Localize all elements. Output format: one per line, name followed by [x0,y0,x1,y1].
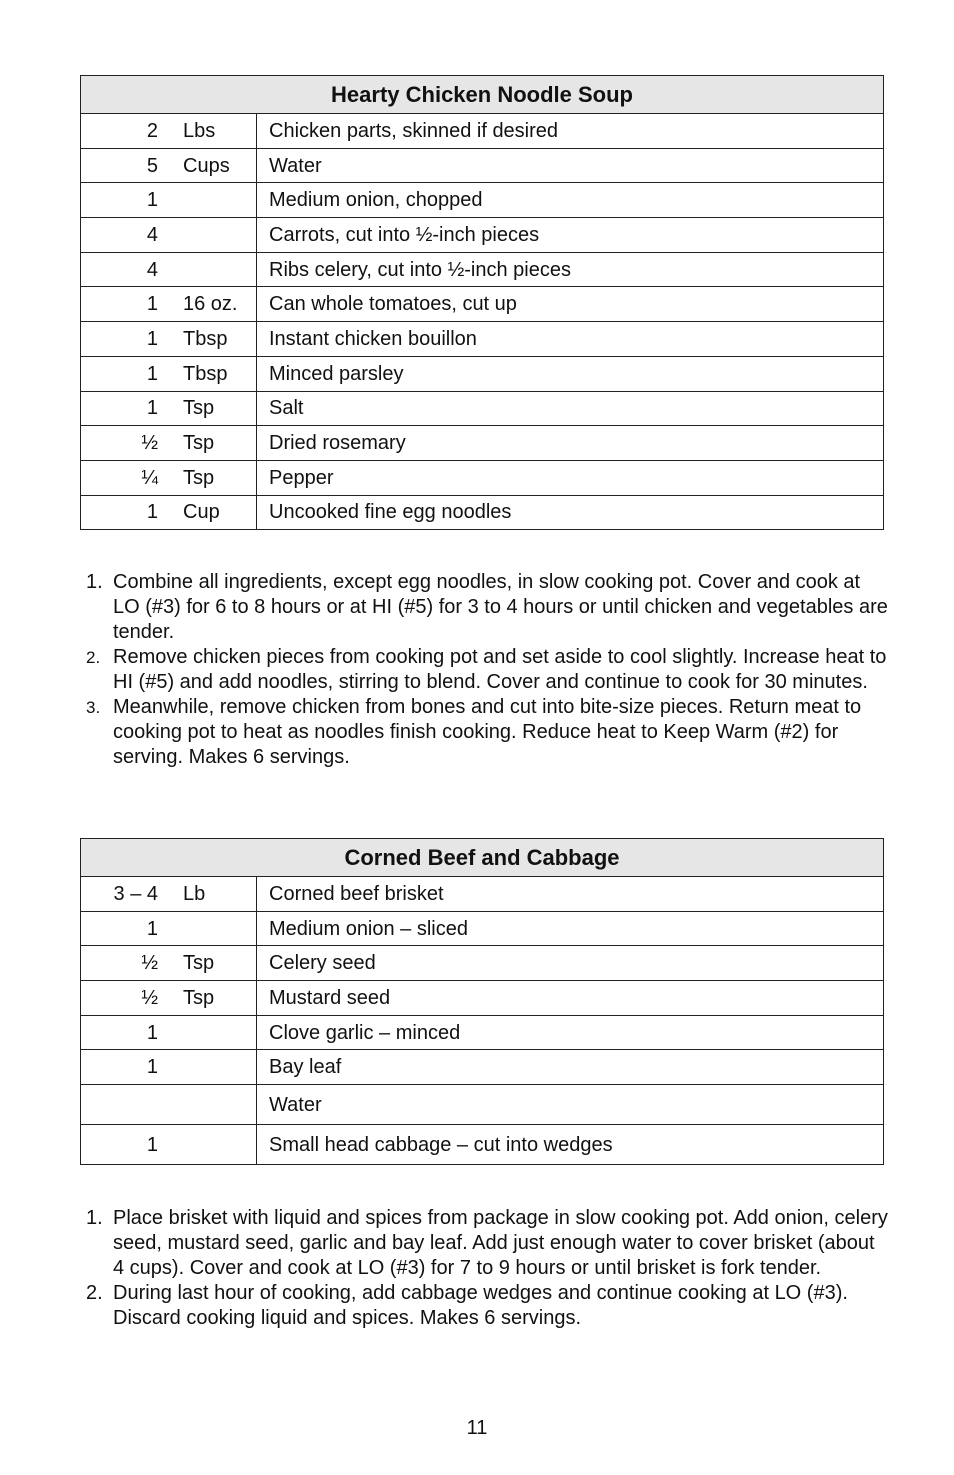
ingredient-item: Instant chicken bouillon [257,322,884,357]
recipe-title: Hearty Chicken Noodle Soup [81,76,884,114]
ingredient-amount: 1 [146,1133,158,1156]
ingredient-row [81,322,884,357]
ingredient-unit: Cups [183,154,230,177]
step-text: Meanwhile, remove chicken from bones and cut into bite-size pieces. Return meat to cooking pot to heat as noodles finish cooking. Reduce heat to Keep Warm (#2) for serving. Makes 6 servings. [113,696,862,768]
ingredient-item: Corned beef brisket [257,877,884,912]
step-text: During last hour of cooking, add cabbage wedges and continue cooking at LO (#3). Discard cooking liquid and spices. Makes 6 servings. [113,1282,848,1329]
ingredient-unit: Tsp [183,432,215,455]
ingredient-row [81,1125,884,1165]
ingredient-row [81,1015,884,1050]
ingredient-unit: Tsp [183,986,215,1009]
ingredient-amount: ½ [141,952,158,975]
ingredient-item: Bay leaf [257,1050,884,1085]
ingredient-unit: Tbsp [183,327,228,350]
page-number: 11 [466,1417,488,1439]
ingredient-row [81,287,884,322]
ingredient-item: Clove garlic – minced [257,1015,884,1050]
ingredient-row [81,1085,884,1125]
ingredient-item: Pepper [257,460,884,495]
ingredient-row [81,426,884,461]
step-number: 1. [86,571,103,593]
step-item [80,645,890,695]
ingredient-row [81,911,884,946]
ingredient-amount: 1 [146,397,158,420]
ingredient-unit: Cup [183,501,220,524]
ingredient-unit: Tsp [183,397,215,420]
ingredient-unit: 16 oz. [183,293,238,316]
ingredient-row [81,1050,884,1085]
ingredient-item: Can whole tomatoes, cut up [257,287,884,322]
ingredient-row [81,946,884,981]
ingredient-item: Minced parsley [257,356,884,391]
step-item [80,1281,890,1331]
ingredient-row [81,391,884,426]
step-number: 2. [86,1282,103,1304]
ingredient-amount: ¼ [141,466,158,489]
ingredient-amount: 1 [146,293,158,316]
ingredient-row [81,495,884,530]
ingredient-item: Dried rosemary [257,426,884,461]
ingredient-amount: ½ [141,432,158,455]
ingredient-item: Medium onion, chopped [257,183,884,218]
ingredient-item: Salt [257,391,884,426]
ingredient-amount: 5 [146,154,158,177]
ingredient-amount: 1 [146,917,158,940]
step-number: 3. [86,698,101,717]
ingredient-item: Medium onion – sliced [257,911,884,946]
ingredient-unit: Lb [183,882,206,905]
ingredient-unit: Lbs [183,119,216,142]
step-text: Place brisket with liquid and spices from package in slow cooking pot. Add onion, celery seed, mustard seed, garlic and bay leaf. Add just enough water to cover brisket (about 4 cups). Cover and cook at LO (#3) for 7 to 9 hours or until brisket is fork tender. [113,1207,888,1279]
ingredient-item: Celery seed [257,946,884,981]
step-text: Combine all ingredients, except egg noodles, in slow cooking pot. Cover and cook at LO (#3) for 6 to 8 hours or at HI (#5) for 3 to 4 hours or until chicken and vegetables are tender. [113,571,888,643]
ingredient-amount: 4 [146,223,158,246]
step-item [80,1206,890,1281]
ingredient-amount: 1 [146,189,158,212]
ingredient-amount: 1 [146,501,158,524]
ingredient-amount: 4 [146,258,158,281]
ingredient-amount: 1 [146,362,158,385]
recipe-table-corned-beef-cabbage [80,838,884,1165]
ingredient-row [81,218,884,253]
recipe-steps-corned-beef-cabbage [80,1206,890,1331]
ingredient-unit: Tsp [183,952,215,975]
ingredient-amount: 1 [146,1021,158,1044]
recipe-steps-chicken-noodle-soup [80,570,890,770]
ingredient-amount: ½ [141,986,158,1009]
ingredient-amount: 3 – 4 [113,882,158,905]
ingredient-row [81,148,884,183]
ingredient-amount: 2 [146,119,158,142]
recipe-table-chicken-noodle-soup [80,75,884,530]
ingredient-item: Chicken parts, skinned if desired [257,114,884,149]
ingredient-item: Ribs celery, cut into ½-inch pieces [257,252,884,287]
ingredient-item: Mustard seed [257,981,884,1016]
ingredient-amount: 1 [146,1056,158,1079]
ingredient-item: Small head cabbage – cut into wedges [257,1125,884,1165]
ingredient-item: Water [257,148,884,183]
step-text: Remove chicken pieces from cooking pot and set aside to cool slightly. Increase heat to HI (#5) and add noodles, stirring to blend. Cover and continue to cook for 30 minutes. [113,646,887,693]
ingredient-row [81,183,884,218]
ingredient-unit: Tsp [183,466,215,489]
ingredient-row [81,356,884,391]
ingredient-row [81,981,884,1016]
ingredient-item: Water [257,1085,884,1125]
recipe-title: Corned Beef and Cabbage [81,839,884,877]
ingredient-unit: Tbsp [183,362,228,385]
ingredient-item: Uncooked fine egg noodles [257,495,884,530]
step-number: 2. [86,648,101,667]
step-item [80,570,890,645]
ingredient-item: Carrots, cut into ½-inch pieces [257,218,884,253]
ingredient-row [81,114,884,149]
ingredient-row [81,877,884,912]
step-number: 1. [86,1207,103,1229]
ingredient-amount: 1 [146,327,158,350]
ingredient-row [81,252,884,287]
ingredient-row [81,460,884,495]
step-item [80,695,890,770]
